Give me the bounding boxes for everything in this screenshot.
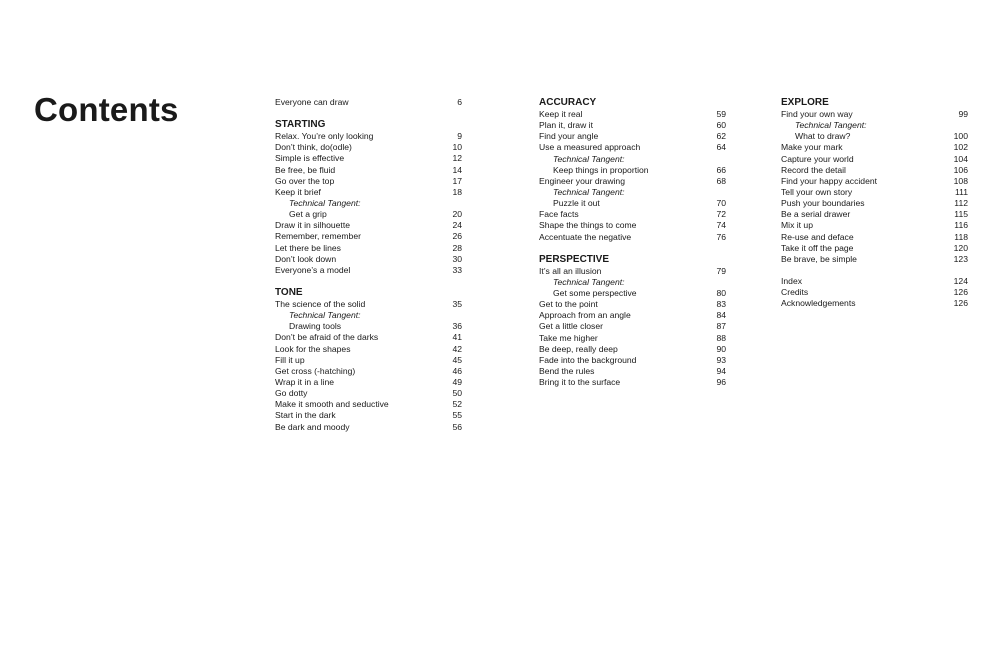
entry-title: Get a little closer [539,321,603,332]
entry-page-number: 18 [452,186,462,197]
entry-page-number: 84 [716,310,726,321]
entry-title: Simple is effective [275,153,345,164]
entry-title: Technical Tangent: [553,276,625,287]
toc-entry[interactable] [781,131,968,142]
entry-page-number: 9 [457,131,462,142]
entry-title: It’s all an illusion [539,265,602,276]
entry-title: Acknowledgements [781,298,856,309]
toc-section [539,97,726,243]
toc-section [275,119,462,276]
entry-title: Record the detail [781,164,846,175]
entry-title: What to draw? [795,131,851,142]
entry-page-number: 83 [716,299,726,310]
entry-title: Don’t be afraid of the darks [275,332,379,343]
entry-title: Engineer your drawing [539,175,625,186]
toc-entry[interactable] [275,366,462,377]
toc-entry[interactable] [275,299,462,310]
toc-entry[interactable] [781,198,968,209]
toc-entry[interactable] [275,187,462,198]
entry-page-number: 124 [953,275,968,286]
entry-page-number: 115 [954,209,968,220]
toc-entry[interactable] [539,266,726,277]
toc-entry[interactable] [781,298,968,309]
toc-entry[interactable] [781,154,968,165]
entry-title: Keep it brief [275,186,321,197]
entry-page-number: 102 [953,142,968,153]
entry-title: Go over the top [275,175,335,186]
entry-page-number: 30 [452,253,462,264]
entry-page-number: 93 [716,354,726,365]
entry-page-number: 59 [716,109,726,119]
entry-title: Relax. You’re only looking [275,131,374,142]
toc-entry[interactable] [275,97,462,108]
entry-title: Everyone’s a model [275,264,351,275]
toc-entry[interactable] [539,299,726,310]
entry-title: Re-use and deface [781,231,854,242]
entry-page-number: 112 [954,198,968,209]
entry-title: Be deep, really deep [539,343,618,354]
technical-tangent-label[interactable] [275,310,462,321]
entry-page-number: 126 [953,298,968,309]
entry-page-number: 46 [452,365,462,376]
toc-entry[interactable] [781,220,968,231]
toc-section [539,254,726,389]
entry-title: Keep it real [539,109,583,119]
entry-title: Take me higher [539,332,598,343]
entry-title: Drawing tools [289,321,342,332]
entry-page-number: 12 [452,153,462,164]
toc-entry[interactable] [275,220,462,231]
entry-page-number: 72 [716,209,726,220]
toc-entry[interactable] [275,377,462,388]
entry-title: Technical Tangent: [553,186,625,197]
section-heading: TONE [275,286,303,298]
entry-page-number: 111 [954,186,968,197]
toc-entry[interactable] [781,109,968,120]
entry-page-number: 45 [452,354,462,365]
entry-title: Find your happy accident [781,175,878,186]
toc-entry[interactable] [275,321,462,332]
entry-title: Be dark and moody [275,421,350,432]
entry-title: Make your mark [781,142,843,153]
entry-page-number: 26 [452,231,462,242]
toc-entry[interactable] [539,142,726,153]
entry-title: Fill it up [275,354,305,365]
toc-section [781,276,968,309]
entry-title: Don’t look down [275,253,337,264]
toc-entry[interactable] [275,265,462,276]
entry-title: Mix it up [781,220,813,231]
toc-entry[interactable] [539,377,726,388]
entry-page-number: 70 [716,198,726,209]
entry-page-number: 62 [716,131,726,142]
section-heading: PERSPECTIVE [539,253,610,265]
entry-title: Make it smooth and seductive [275,399,389,410]
entry-title: Plan it, draw it [539,120,593,131]
toc-entry[interactable] [781,254,968,265]
entry-page-number: 79 [716,265,726,276]
toc-entry[interactable] [275,399,462,410]
entry-page-number: 24 [452,220,462,231]
toc-entry[interactable] [275,254,462,265]
toc-entry[interactable] [539,176,726,187]
entry-title: Technical Tangent: [289,197,361,208]
toc-section [275,287,462,433]
entry-page-number: 33 [452,264,462,275]
toc-entry[interactable] [781,165,968,176]
entry-title: Let there be lines [275,242,341,253]
toc-entry[interactable] [275,344,462,355]
entry-title: Be free, be fluid [275,164,336,175]
entry-page-number: 64 [716,142,726,153]
technical-tangent-label[interactable] [539,154,726,165]
entry-page-number: 28 [452,242,462,253]
toc-entry[interactable] [275,231,462,242]
toc-entry[interactable] [781,243,968,254]
toc-entry[interactable] [275,355,462,366]
technical-tangent-label[interactable] [781,120,968,131]
toc-entry[interactable] [781,287,968,298]
toc-entry[interactable] [275,388,462,399]
contents-column-2 [539,97,726,399]
toc-entry[interactable] [275,422,462,433]
toc-entry[interactable] [539,366,726,377]
toc-entry[interactable] [781,209,968,220]
entry-title: Capture your world [781,153,854,164]
toc-entry[interactable] [539,288,726,299]
entry-page-number: 35 [452,298,462,309]
toc-entry[interactable] [781,142,968,153]
entry-page-number: 90 [716,343,726,354]
toc-entry[interactable] [275,243,462,254]
toc-entry[interactable] [539,109,726,120]
entry-title: Tell your own story [781,186,853,197]
entry-title: Bend the rules [539,365,595,376]
entry-page-number: 66 [716,164,726,175]
entry-title: Get cross (-hatching) [275,365,356,376]
entry-title: Puzzle it out [553,198,600,209]
entry-title: Accentuate the negative [539,231,632,242]
entry-title: Keep things in proportion [553,164,649,175]
toc-entry[interactable] [539,209,726,220]
toc-entry[interactable] [781,176,968,187]
entry-page-number: 123 [953,253,968,264]
toc-section [275,97,462,108]
toc-entry[interactable] [539,198,726,209]
entry-page-number: 104 [953,153,968,164]
toc-entry[interactable] [539,333,726,344]
entry-title: Fade into the background [539,354,637,365]
toc-entry[interactable] [539,355,726,366]
technical-tangent-label[interactable] [539,187,726,198]
toc-entry[interactable] [275,332,462,343]
page-title: Contents [34,91,179,128]
entry-title: Start in the dark [275,410,336,421]
entry-page-number: 60 [716,120,726,131]
entry-page-number: 50 [452,388,462,399]
entry-title: Index [781,275,803,286]
entry-page-number: 36 [452,321,462,332]
entry-title: Look for the shapes [275,343,351,354]
entry-page-number: 106 [953,164,968,175]
toc-entry[interactable] [781,187,968,198]
toc-entry[interactable] [539,165,726,176]
entry-title: Go dotty [275,388,308,399]
entry-page-number: 42 [452,343,462,354]
entry-title: Technical Tangent: [553,153,625,164]
entry-title: Don’t think, do(odle) [275,142,352,153]
entry-page-number: 55 [452,410,462,421]
entry-title: Technical Tangent: [289,310,361,321]
toc-entry[interactable] [275,153,462,164]
section-heading: ACCURACY [539,97,597,108]
contents-column-3 [781,97,968,320]
entry-title: Face facts [539,209,579,220]
entry-page-number: 100 [953,131,968,142]
toc-entry[interactable] [275,165,462,176]
toc-entry[interactable] [275,176,462,187]
entry-page-number: 49 [452,376,462,387]
technical-tangent-label[interactable] [539,277,726,288]
entry-title: Draw it in silhouette [275,220,350,231]
entry-title: Approach from an angle [539,310,631,321]
entry-page-number: 14 [452,164,462,175]
entry-title: Use a measured approach [539,142,641,153]
entry-page-number: 74 [716,220,726,231]
toc-entry[interactable] [275,209,462,220]
entry-page-number: 52 [452,399,462,410]
entry-title: Technical Tangent: [795,120,867,131]
entry-title: Shape the things to come [539,220,637,231]
contents-column-1 [275,97,462,444]
entry-title: Get a grip [289,209,327,220]
entry-page-number: 10 [452,142,462,153]
entry-title: Credits [781,287,809,298]
toc-entry[interactable] [539,220,726,231]
entry-title: Remember, remember [275,231,361,242]
toc-entry[interactable] [539,321,726,332]
toc-section [781,97,968,265]
entry-page-number: 108 [953,175,968,186]
toc-entry[interactable] [539,131,726,142]
entry-page-number: 118 [954,231,968,242]
entry-title: Take it off the page [781,242,854,253]
entry-title: Push your boundaries [781,198,865,209]
section-heading: EXPLORE [781,97,829,108]
entry-page-number: 80 [716,287,726,298]
entry-page-number: 20 [452,209,462,220]
entry-page-number: 88 [716,332,726,343]
entry-page-number: 96 [716,377,726,388]
toc-entry[interactable] [275,131,462,142]
entry-page-number: 17 [452,175,462,186]
toc-entry[interactable] [781,276,968,287]
entry-title: Be brave, be simple [781,253,857,264]
toc-entry[interactable] [539,120,726,131]
entry-title: Get to the point [539,299,598,310]
entry-page-number: 120 [953,242,968,253]
entry-title: Bring it to the surface [539,377,621,388]
entry-page-number: 94 [716,365,726,376]
entry-page-number: 68 [716,175,726,186]
entry-page-number: 41 [452,332,462,343]
entry-title: Everyone can draw [275,97,349,107]
technical-tangent-label[interactable] [275,198,462,209]
section-heading: STARTING [275,119,326,131]
entry-title: Wrap it in a line [275,376,335,387]
toc-entry[interactable] [275,410,462,421]
toc-entry[interactable] [539,310,726,321]
entry-page-number: 126 [953,287,968,298]
entry-page-number: 56 [452,421,462,432]
entry-page-number: 99 [958,109,968,119]
toc-entry[interactable] [539,232,726,243]
entry-title: Be a serial drawer [781,209,851,220]
entry-title: The science of the solid [275,298,366,309]
entry-page-number: 76 [716,231,726,242]
entry-title: Get some perspective [553,287,637,298]
toc-entry[interactable] [539,344,726,355]
entry-page-number: 87 [716,321,726,332]
entry-title: Find your own way [781,109,853,119]
entry-title: Find your angle [539,131,599,142]
entry-page-number: 6 [457,97,462,107]
toc-entry[interactable] [275,142,462,153]
entry-page-number: 116 [954,220,968,231]
toc-entry[interactable] [781,232,968,243]
